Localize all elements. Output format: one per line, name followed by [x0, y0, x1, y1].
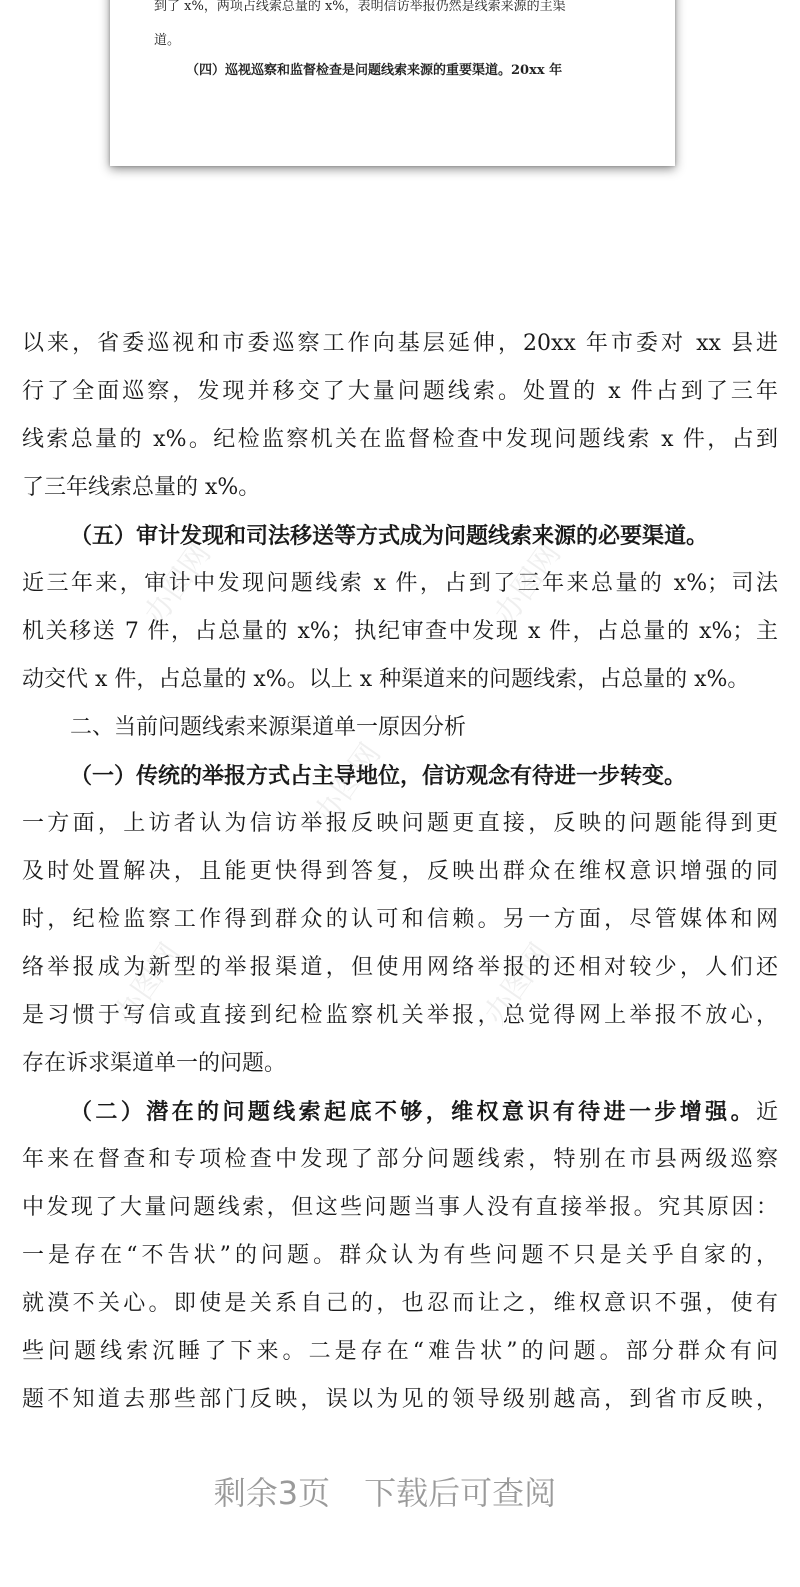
text-line: 年来在督查和专项检查中发现了部分问题线索，特别在市县两级巡察	[22, 1147, 778, 1172]
text-line: 络举报成为新型的举报渠道，但使用网络举报的还相对较少，人们还	[22, 955, 778, 980]
text-line: 题不知道去那些部门反映，误以为见的领导级别越高，到省市反映，	[22, 1387, 778, 1412]
document-body	[22, 324, 778, 1428]
text-line: 一是存在“不告状”的问题。群众认为有些问题不只是关乎自家的，	[22, 1243, 778, 1268]
text-line: 是习惯于写信或直接到纪检监察机关举报，总觉得网上举报不放心，	[22, 1003, 778, 1028]
text-line: 些问题线索沉睡了下来。二是存在“难告状”的问题。部分群众有问	[22, 1339, 778, 1364]
text-line: 存在诉求渠道单一的问题。	[22, 1051, 287, 1076]
text-line: 及时处置解决，且能更快得到答复，反映出群众在维权意识增强的同	[22, 859, 778, 884]
watermark: 办图网	[107, 937, 189, 1031]
previous-page-preview	[110, 0, 675, 166]
text-line: 动交代 x 件，占总量的 x%。以上 x 种渠道来的问题线索，占总量的 x%。	[22, 667, 750, 692]
watermark: 办图网	[137, 537, 219, 631]
text-line: 行了全面巡察，发现并移交了大量问题线索。处置的 x 件占到了三年	[22, 379, 778, 404]
text-line: 就漠不关心。即使是关系自己的，也忍而让之，维权意识不强，使有	[22, 1291, 778, 1316]
watermark: 办图网	[307, 737, 389, 831]
text-line: 一方面，上访者认为信访举报反映问题更直接，反映的问题能得到更	[22, 811, 778, 836]
watermark: 办图网	[477, 937, 559, 1031]
subsection-heading-1: （一）传统的举报方式占主导地位，信访观念有待进一步转变。	[70, 763, 687, 789]
subsection-heading-2-line	[22, 1092, 778, 1140]
download-to-view-label: 下载后可查阅	[364, 1474, 557, 1512]
text-line: 中发现了大量问题线索，但这些问题当事人没有直接举报。究其原因：	[22, 1195, 778, 1220]
preview-line-1: 到了 x%，两项占线索总量的 x%，表明信访举报仍然是线索来源的主渠	[154, 0, 566, 14]
text-fragment: 近	[755, 1100, 778, 1125]
text-line: 时，纪检监察工作得到群众的认可和信赖。另一方面，尽管媒体和网	[22, 907, 778, 932]
section-title-2: 二、当前问题线索来源渠道单一原因分析	[70, 715, 467, 740]
text-line: 近三年来，审计中发现问题线索 x 件，占到了三年来总量的 x%；司法	[22, 571, 778, 596]
text-line: 以来，省委巡视和市委巡察工作向基层延伸，20xx 年市委对 xx 县进	[22, 331, 778, 356]
download-prompt[interactable]	[0, 1468, 770, 1514]
watermark: 办图网	[487, 537, 569, 631]
text-line: 线索总量的 x%。纪检监察机关在监督检查中发现问题线索 x 件，占到	[22, 427, 778, 452]
section-heading-5: （五）审计发现和司法移送等方式成为问题线索来源的必要渠道。	[70, 523, 709, 549]
preview-line-2: 道。	[154, 33, 181, 48]
text-line: 机关移送 7 件，占总量的 x%；执纪审查中发现 x 件，占总量的 x%；主	[22, 619, 778, 644]
text-line: 了三年线索总量的 x%。	[22, 475, 261, 500]
preview-line-3: （四）巡视巡察和监督检查是问题线索来源的重要渠道。20xx 年	[186, 63, 563, 78]
subsection-heading-2: （二）潜在的问题线索起底不够，维权意识有待进一步增强。	[70, 1099, 756, 1125]
remaining-pages-label: 剩余3页	[213, 1474, 331, 1512]
